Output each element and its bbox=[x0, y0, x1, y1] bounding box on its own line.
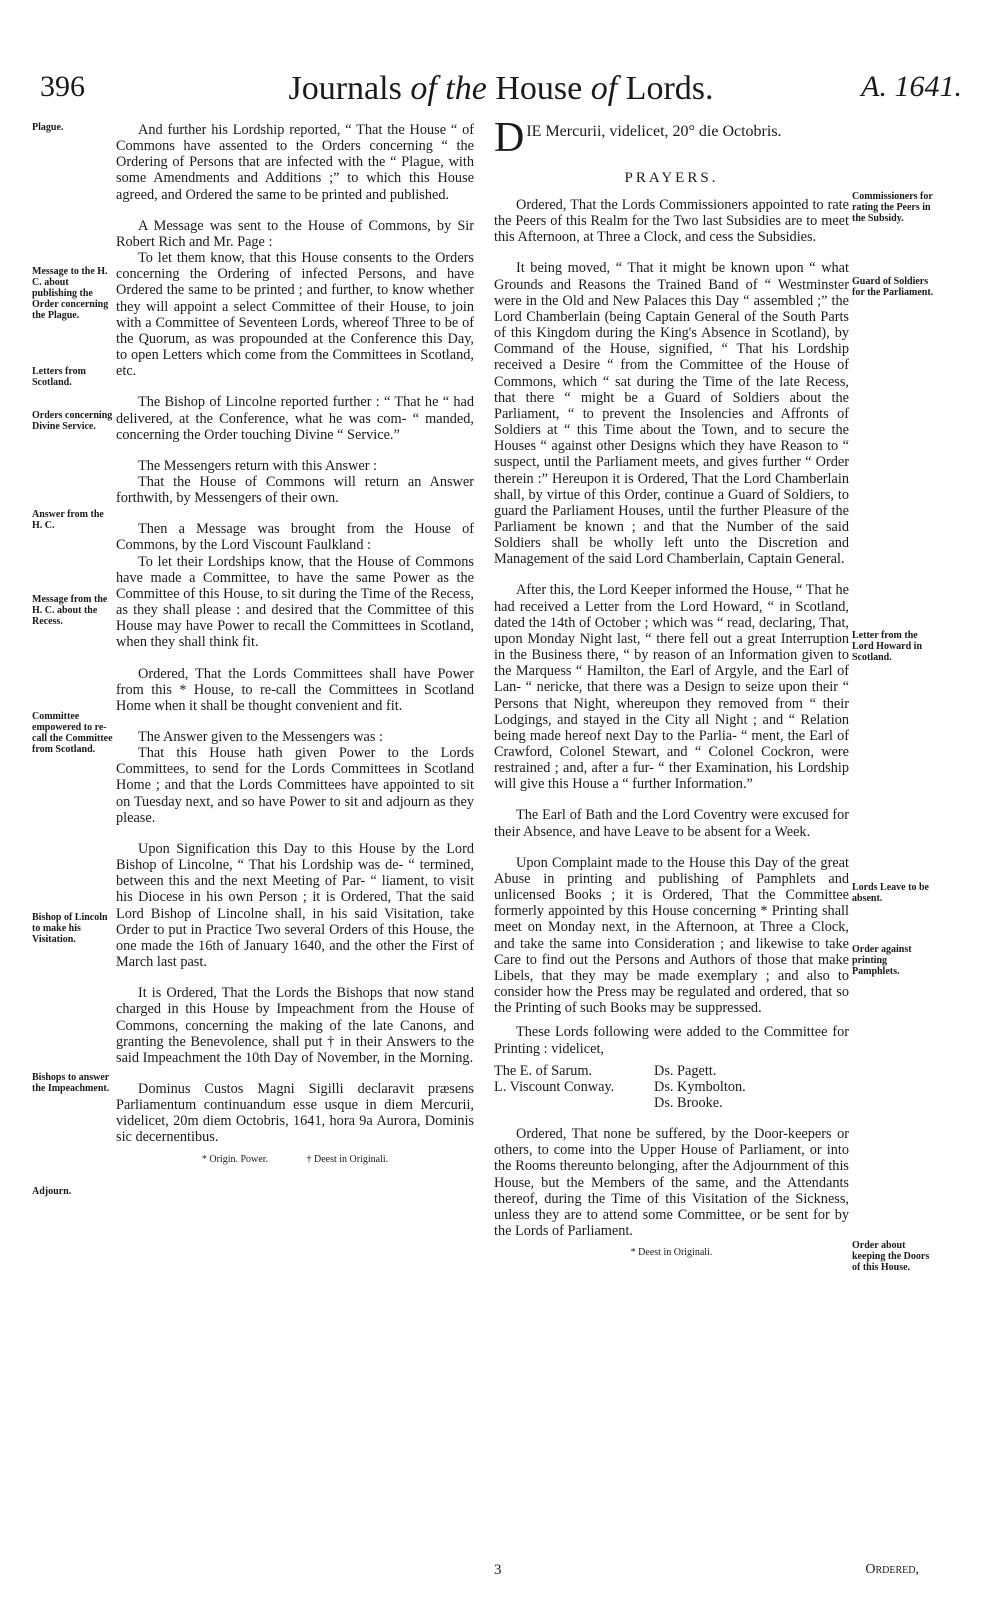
margin-note: Guard of Soldiers for the Parliament. bbox=[852, 276, 934, 298]
dateline: D IE Mercurii, videlicet, 20° die Octobris. bbox=[494, 115, 782, 161]
margin-note: Letter from the Lord Howard in Scotland. bbox=[852, 630, 923, 663]
paragraph: Ordered, That the Lords Committees shall have Power from this * House, to re-call the Committees in Scotland Home when it shall be thought convenient and fit. bbox=[116, 665, 474, 714]
paragraph: A Message was sent to the House of Commons, by Sir Robert Rich and Mr. Page : bbox=[116, 217, 474, 250]
prayers-heading: PRAYERS. bbox=[624, 170, 719, 186]
lord-name: The E. of Sarum. bbox=[494, 1062, 593, 1079]
paragraph: The Bishop of Lincolne reported further : “ That he “ had delivered, at the Conference, what he was com- “ manded, concerning the Order touching Divine “ Service.” bbox=[116, 394, 474, 443]
paragraph: Dominus Custos Magni Sigilli declaravit præsens Parliamentum continuandum esse usque in diem Mercurii, videlicet, 20m diem Octobris, 1641, hora 9a Aurora, Dominis sic decernentibus. bbox=[116, 1080, 474, 1146]
paragraph: After this, the Lord Keeper informed the House, “ That he had received a Letter from the Lord Howard, “ in Scotland, dated the 14th of October ; which was “ read, declaring, That, upon Monday Night last, “ there fell out a great Interruption in the Business there, “ by reason of an Information given to the Marquess “ Hamilton, the Earl of Argyle, and the Earl of Lan- “ nericke, that there was a Design to seize upon their “ Persons that Night, whereupon they removed from “ their Lodgings, and stayed in the City all Night ; and “ Relation being made hereof next Day to the Parlia- “ ment, the Earl of Crawford, Colonel Stewart, and “ Colonel Cockron, were restrained ; and, after a fur- “ ther Examination, his Lordship will give this House a “ further Information.” bbox=[494, 582, 849, 793]
left-column bbox=[116, 122, 474, 1165]
margin-note: Order against printing Pamphlets. bbox=[852, 944, 912, 977]
paragraph: Ordered, That the Lords Commissioners appointed to rate the Peers of this Realm for the Two last Subsidies are to meet this Afternoon, at Three a Clock, and cess the Subsidies. bbox=[494, 197, 849, 246]
paragraph: That the House of Commons will return an Answer forthwith, by Messengers of their own. bbox=[116, 473, 474, 507]
paragraph: That this House hath given Power to the Lords Committees, to send for the Lords Committees in Scotland Home ; and that the Lords Committees have appointed to sit on Tuesday next, and so have Power to sit and adjourn as they please. bbox=[116, 745, 474, 826]
margin-note: Message to the H. C. about publishing the Order concerning the Plague. bbox=[32, 266, 109, 321]
paragraph: To let them know, that this House consents to the Orders concerning the Ordering of infected Persons, and have Ordered the same to be printed ; and further, to know whether they will appoint a select Committee of their House, to join with a Committee of Seventeen Lords, whereof Three to be of the Quorum, as was propounded at the Conference this Day, to open Letters which come from the Committees in Scotland, etc. bbox=[116, 250, 474, 380]
paragraph: To let their Lordships know, that the House of Commons have made a Committee, to have the same Power as the Committee of this House, to sit during the Time of the Recess, as they shall please : and desired that the Committee of this House may have Power to recall the Committees in Scotland, when they shall think fit. bbox=[116, 553, 474, 651]
margin-note: Bishops to answer the Impeachment. bbox=[32, 1072, 110, 1094]
drop-cap: D bbox=[494, 115, 525, 161]
margin-note: Lords Leave to be absent. bbox=[852, 882, 929, 904]
right-column bbox=[494, 115, 849, 1259]
year-heading: A. 1641. bbox=[861, 70, 962, 103]
margin-note: Commissioners for rating the Peers in the Subsidy. bbox=[852, 191, 933, 224]
running-title: Journals of the House of Lords. bbox=[288, 70, 714, 107]
paragraph: Ordered, That none be suffered, by the Door-keepers or others, to come into the Upper House of Parliament, or into the Rooms thereunto belonging, after the Adjournment of this House, but the Members of the same, and the Attendants thereof, during the Time of this Visitation of the Sickness, unless they are to attend some Committee, or be sent for by the Lords of Parliament. bbox=[494, 1126, 849, 1240]
paragraph: It being moved, “ That it might be known upon “ what Grounds and Reasons the Trained Band of “ Westminster were in the Old and New Palaces this Day “ assembled ;” the Lord Chamberlain (being Captain General of the South Parts of this Kingdom during the King's Absence in Scotland), by Command of the House, signified, “ That his Lordship received a Desire “ from the Committee of the House of Commons, which “ sat during the Time of the late Recess, that there “ might be a Guard of Soldiers about the Parliament, “ to prevent the Insolencies and Affronts of Soldiers at “ this Time about the Town, and to secure the Houses “ against other Designs which they have Reason to “ suspect, until the Parliament meets, and gives further “ Order therein :” Hereupon it is Ordered, That the Lord Chamberlain shall, by virtue of this Order, continue a Guard of Soldiers, to guard the Parliament Houses, until the further Pleasure of the Parliament be known ; and that the Number of the said Soldiers shall be wholly left unto the Discretion and Management of the said Lord Chamberlain, Captain General. bbox=[494, 260, 849, 568]
footnote: * Deest in Originali. bbox=[630, 1247, 713, 1259]
margin-note: Message from the H. C. about the Recess. bbox=[32, 594, 108, 627]
margin-note: Plague. bbox=[32, 122, 64, 133]
paragraph: These Lords following were added to the Committee for Printing : videlicet, bbox=[494, 1024, 849, 1057]
footnote: * Origin. Power. bbox=[201, 1153, 268, 1165]
margin-note: Letters from Scotland. bbox=[32, 366, 86, 388]
paragraph: And further his Lordship reported, “ That the House “ of Commons have assented to the Orders concerning “ the Ordering of Persons that are infected with the “ Plague, with some Amendments and Additions ;” to which this House agreed, and Ordered the same to be printed and published. bbox=[116, 122, 474, 203]
catchword: Ordered, bbox=[865, 1562, 919, 1577]
paragraph: Then a Message was brought from the House of Commons, by the Lord Viscount Faulkland : bbox=[116, 521, 474, 554]
lords-list bbox=[494, 1063, 849, 1111]
signature-mark: 3 bbox=[494, 1562, 502, 1578]
footnote: † Deest in Originali. bbox=[306, 1153, 389, 1165]
margin-note: Committee empowered to re-call the Committee from Scotland. bbox=[32, 711, 113, 755]
lord-name: Ds. Kymbolton. bbox=[654, 1078, 746, 1095]
footnotes bbox=[116, 1154, 474, 1165]
paragraph: Upon Signification this Day to this House by the Lord Bishop of Lincolne, “ That his Lordship was de- “ termined, between this and the next Meeting of Par- “ liament, to visit his Diocese in his own Person ; it is Ordered, That the said Lord Bishop of Lincolne shall, in his said Visitation, take Order to put in Practice Two several Orders of this House, the one made the 16th of January 1640, and the other the First of March last past. bbox=[116, 840, 474, 971]
page-number: 396 bbox=[40, 70, 85, 103]
paragraph: Upon Complaint made to the House this Day of the great Abuse in printing and publishing of Pamphlets and unlicensed Books ; it is Ordered, That the Committee formerly appointed by this House concerning * Printing shall meet on Monday next, in the Afternoon, at Three a Clock, and take the same into Consideration ; and likewise to take Care to find out the Persons and Authors of those that make Libels, that they may be made exemplary ; and also to consider how the Press may be regulated and ordered, that so the Printing of such Books may be suppressed. bbox=[494, 854, 849, 1017]
paragraph: The Answer given to the Messengers was : bbox=[138, 729, 383, 745]
lord-name: L. Viscount Conway. bbox=[494, 1078, 615, 1095]
margin-note: Bishop of Lincoln to make his Visitation. bbox=[32, 912, 108, 945]
margin-note: Orders concerning Divine Service. bbox=[32, 410, 113, 432]
page-header bbox=[40, 70, 962, 110]
paragraph: The Earl of Bath and the Lord Coventry were excused for their Absence, and have Leave to be absent for a Week. bbox=[494, 807, 849, 840]
lord-name: Ds. Pagett. bbox=[654, 1062, 717, 1079]
margin-note: Order about keeping the Doors of this House. bbox=[852, 1240, 930, 1273]
margin-note: Answer from the H. C. bbox=[32, 509, 104, 531]
paragraph: The Messengers return with this Answer : bbox=[138, 457, 378, 474]
margin-note: Adjourn. bbox=[32, 1186, 72, 1197]
lord-name: Ds. Brooke. bbox=[654, 1094, 723, 1111]
paragraph: It is Ordered, That the Lords the Bishops that now stand charged in this House by Impeachment from the House of Commons, concerning the making of the late Canons, and granting the Benevolence, shall put † in their Answers to the said Impeachment the 10th Day of November, in the Morning. bbox=[116, 985, 474, 1066]
